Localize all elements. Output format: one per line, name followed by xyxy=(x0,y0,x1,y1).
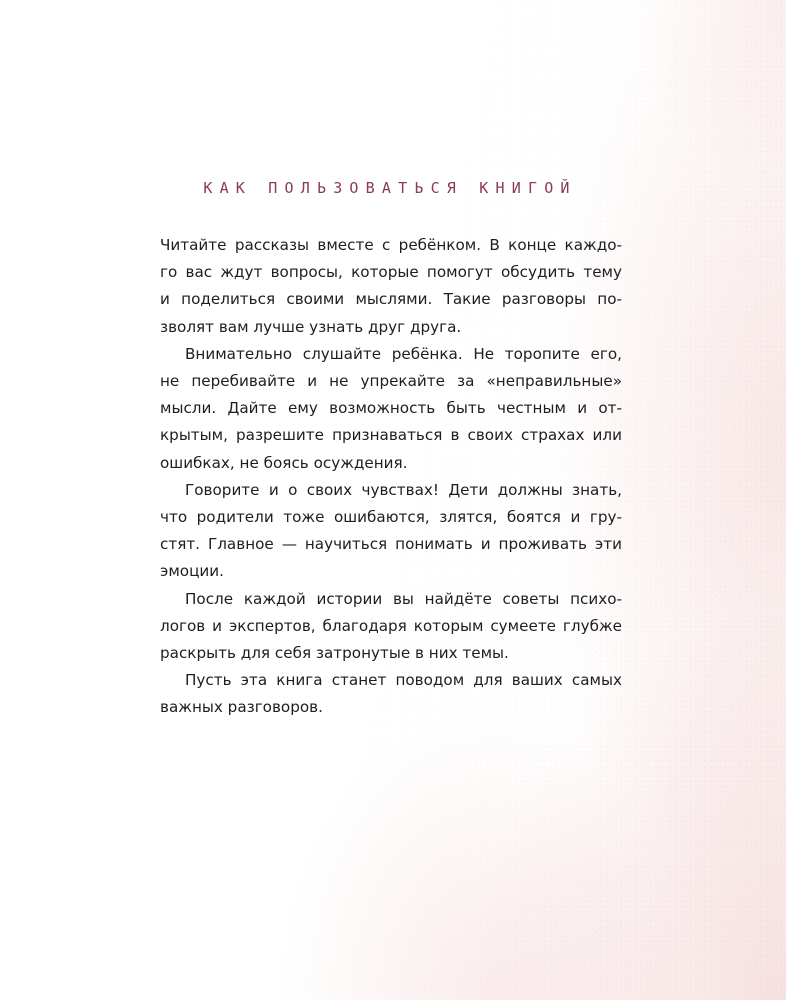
text-line: раскрыть для себя затронутые в них темы. xyxy=(160,644,509,663)
text-line: что родители тоже ошибаются, злятся, боятся и гру- xyxy=(160,508,622,527)
text-line: ошибках, не боясь осуждения. xyxy=(160,453,408,472)
text-line: и поделиться своими мыслями. Такие разговоры по- xyxy=(160,290,622,309)
body-text xyxy=(160,232,622,722)
text-line: Внимательно слушайте ребёнка. Не торопите его, xyxy=(185,344,622,363)
paragraph-5 xyxy=(160,667,622,721)
text-line: После каждой истории вы найдёте советы психо- xyxy=(185,589,622,608)
text-line: Пусть эта книга станет поводом для ваших самых xyxy=(185,671,622,690)
paragraph-2 xyxy=(160,341,622,477)
text-line: Читайте рассказы вместе с ребёнком. В конце каждо- xyxy=(160,236,622,254)
paragraph-4 xyxy=(160,586,622,668)
text-line: Говорите и о своих чувствах! Дети должны знать, xyxy=(185,480,622,499)
text-line: крытым, разрешите признаваться в своих страхах или xyxy=(160,426,622,445)
text-line: важных разговоров. xyxy=(160,698,323,717)
text-line: не перебивайте и не упрекайте за «неправильные» xyxy=(160,372,622,391)
text-line: эмоции. xyxy=(160,562,224,581)
text-line: логов и экспертов, благодаря которым сумеете глубже xyxy=(160,616,622,635)
paragraph-3 xyxy=(160,477,622,586)
text-line: мысли. Дайте ему возможность быть честным и от- xyxy=(160,399,622,418)
text-line: зволят вам лучше узнать друг друга. xyxy=(160,317,462,336)
page-heading: КАК ПОЛЬЗОВАТЬСЯ КНИГОЙ xyxy=(203,179,577,197)
paragraph-1 xyxy=(160,232,622,341)
text-line: го вас ждут вопросы, которые помогут обсудить тему xyxy=(160,263,622,282)
text-line: стят. Главное — научиться понимать и проживать эти xyxy=(160,535,622,554)
